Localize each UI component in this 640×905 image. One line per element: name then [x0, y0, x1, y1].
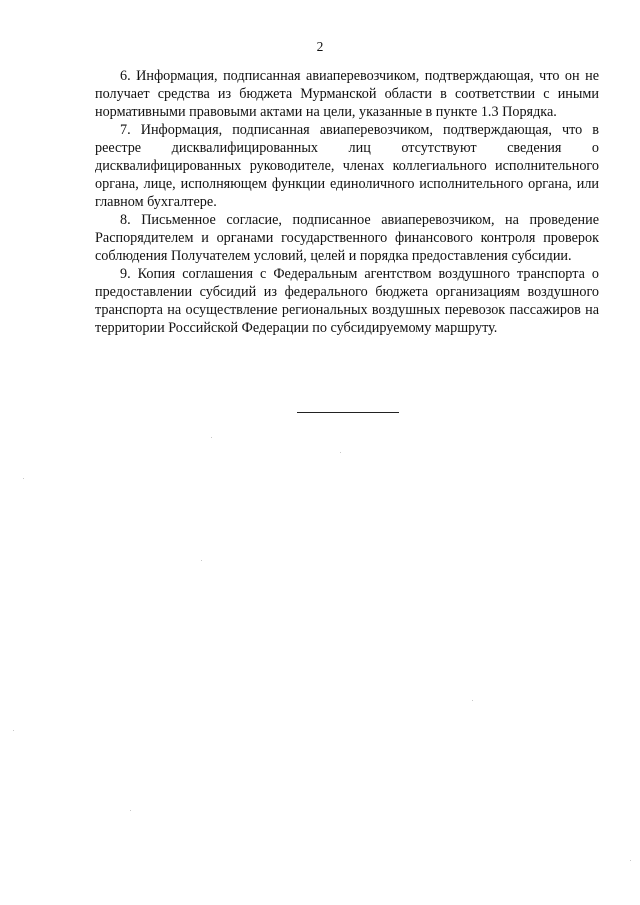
scan-speck [130, 810, 131, 811]
document-body [95, 67, 599, 337]
end-of-text-rule [297, 412, 399, 413]
scan-speck [630, 860, 631, 861]
paragraph-8: 8. Письменное согласие, подписанное авиаперевозчиком, на проведение Распорядителем и органами государственного финансового контроля проверок соблюдения Получателем условий, целей и порядка предоставления субсидии. [95, 212, 599, 264]
scan-speck [13, 730, 14, 731]
page-number: 2 [316, 39, 324, 54]
scan-speck [211, 437, 212, 438]
scan-speck [340, 452, 341, 453]
scan-speck [472, 700, 473, 701]
paragraph-6: 6. Информация, подписанная авиаперевозчиком, подтверждающая, что он не получает средства из бюджета Мурманской области в соответствии с иными нормативными правовыми актами на цели, указанные в пункте 1.3 Порядка. [95, 68, 599, 120]
paragraph-9: 9. Копия соглашения с Федеральным агентством воздушного транспорта о предоставлении субсидий из федерального бюджета организациям воздушного транспорта на осуществление региональных воздушных перевозок пассажиров на территории Российской Федерации по субсидируемому маршруту. [95, 266, 599, 336]
scan-speck [201, 560, 202, 561]
paragraph-7: 7. Информация, подписанная авиаперевозчиком, подтверждающая, что в реестре дисквалифицированных лиц отсутствуют сведения о дисквалифицированных руководителе, членах коллегиального исполнительного органа, лице, исполняющем функции единоличного исполнительного органа, или главном бухгалтере. [95, 122, 599, 210]
scan-speck [23, 478, 24, 479]
